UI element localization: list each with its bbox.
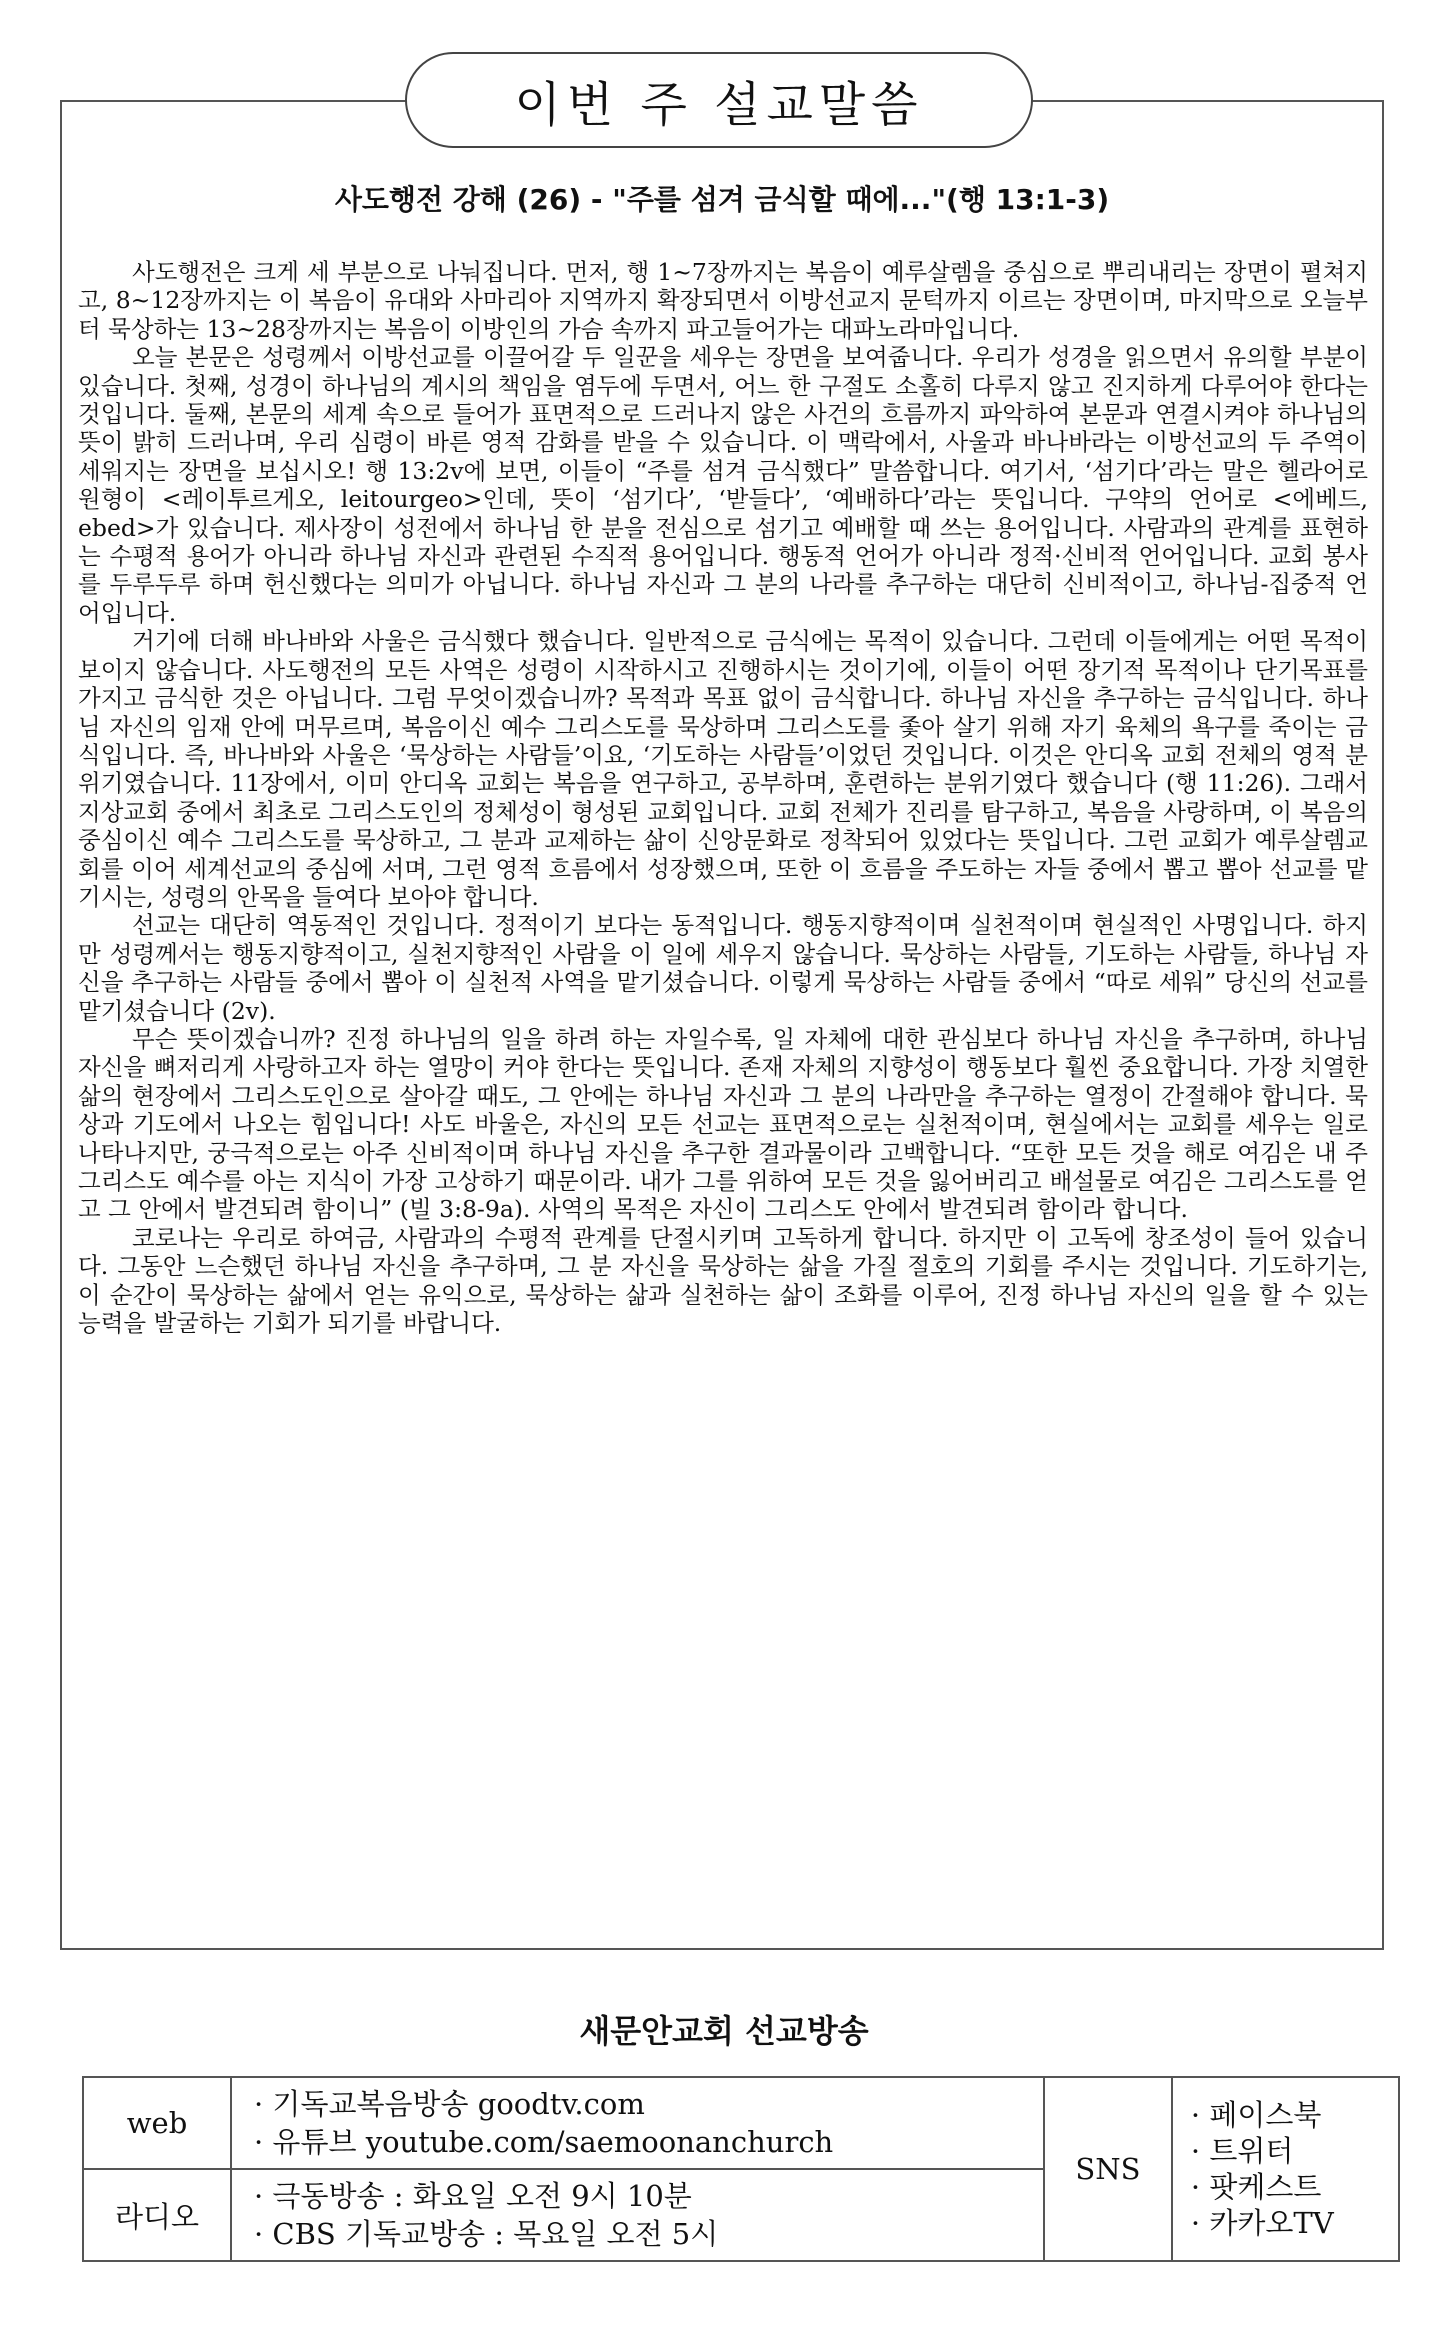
- sermon-body: [78, 258, 1368, 1337]
- sns-item-podcast: · 팟케스트: [1190, 2170, 1322, 2204]
- web-item-youtube: · 유튜브 youtube.com/saemoonanchurch: [254, 2125, 834, 2159]
- web-item-goodtv: · 기독교복음방송 goodtv.com: [254, 2087, 645, 2121]
- radio-item-febc: · 극동방송 : 화요일 오전 9시 10분: [254, 2179, 692, 2213]
- sermon-paragraph-2: 오늘 본문은 성령께서 이방선교를 이끌어갈 두 일꾼을 세우는 장면을 보여줍니다. 우리가 성경을 읽으면서 유의할 부분이 있습니다. 첫째, 성경이 하나님의 계시의 책임을 염두에 두면서, 어느 한 구절도 소홀히 다루지 않고 진지하게 다루어야 한다는 것입니다. 둘째, 본문의 세계 속으로 들어가 표면적으로 드러나지 않은 사건의 흐름까지 파악하여 본문과 연결시켜야 하나님의 뜻이 밝히 드러나며, 우리 심령이 바른 영적 감화를 받을 수 있습니다. 이 맥락에서, 사울과 바나바라는 이방선교의 두 주역이 세워지는 장면을 보십시오! 행 13:2v에 보면, 이들이 “주를 섬겨 금식했다” 말씀합니다. 여기서, ‘섬기다’라는 말은 헬라어로 원형이 <레이투르게오, leitourgeo>인데, 뜻이 ‘섬기다’, ‘받들다’, ‘예배하다’라는 뜻입니다. 구약의 언어로 <에베드, ebed>가 있습니다. 제사장이 성전에서 하나님 한 분을 전심으로 섬기고 예배할 때 쓰는 용어입니다. 사람과의 관계를 표현하는 수평적 용어가 아니라 하나님 자신과 관련된 수직적 용어입니다. 행동적 언어가 아니라 정적·신비적 언어입니다. 교회 봉사를 두루두루 하며 헌신했다는 의미가 아닙니다. 하나님 자신과 그 분의 나라를 추구하는 대단히 신비적이고, 하나님-집중적 언어입니다.: [78, 343, 1368, 627]
- sermon-title: 사도행전 강해 (26) - "주를 섬겨 금식할 때에..."(행 13:1-3): [334, 183, 1110, 216]
- radio-item-cbs: · CBS 기독교방송 : 목요일 오전 5시: [254, 2217, 719, 2251]
- section-header: [405, 52, 1033, 148]
- radio-items: [231, 2169, 1044, 2261]
- sns-item-twitter: · 트위터: [1190, 2134, 1294, 2168]
- sermon-paragraph-5: 무슨 뜻이겠습니까? 진정 하나님의 일을 하려 하는 자일수록, 일 자체에 대한 관심보다 하나님 자신을 추구하며, 하나님 자신을 뼈저리게 사랑하고자 하는 열망이 커야 한다는 뜻입니다. 존재 자체의 지향성이 행동보다 훨씬 중요합니다. 가장 치열한 삶의 현장에서 그리스도인으로 살아갈 때도, 그 안에는 하나님 자신과 그 분의 나라만을 추구하는 열정이 간절해야 합니다. 묵상과 기도에서 나오는 힘입니다! 사도 바울은, 자신의 모든 선교는 표면적으로는 실천적이며, 현실에서는 교회를 세우는 일로 나타나지만, 궁극적으로는 아주 신비적이며 하나님 자신을 추구한 결과물이라 고백합니다. “또한 모든 것을 해로 여김은 내 주 그리스도 예수를 아는 지식이 가장 고상하기 때문이라. 내가 그를 위하여 모든 것을 잃어버리고 배설물로 여김은 그리스도를 얻고 그 안에서 발견되려 함이니” (빌 3:8-9a). 사역의 목적은 자신이 그리스도 안에서 발견되려 함이라 합니다.: [78, 1024, 1368, 1224]
- radio-label: 라디오: [83, 2169, 231, 2261]
- section-header-title: 이번 주 설교말씀: [514, 76, 924, 133]
- sermon-paragraph-4: 선교는 대단히 역동적인 것입니다. 정적이기 보다는 동적입니다. 행동지향적이며 실천적이며 현실적인 사명입니다. 하지만 성령께서는 행동지향적이고, 실천지향적인 사람을 이 일에 세우지 않습니다. 묵상하는 사람들, 기도하는 사람들, 하나님 자신을 추구하는 사람들 중에서 뽑아 이 실천적 사역을 맡기셨습니다. 이렇게 묵상하는 사람들 중에서 “따로 세워” 당신의 선교를 맡기셨습니다 (2v).: [78, 911, 1368, 1025]
- sermon-paragraph-3: 거기에 더해 바나바와 사울은 금식했다 했습니다. 일반적으로 금식에는 목적이 있습니다. 그런데 이들에게는 어떤 목적이 보이지 않습니다. 사도행전의 모든 사역은 성령이 시작하시고 진행하시는 것이기에, 이들이 어떤 장기적 목적이나 단기목표를 가지고 금식한 것은 아닙니다. 그럼 무엇이겠습니까? 목적과 목표 없이 금식합니다. 하나님 자신을 추구하는 금식입니다. 하나님 자신의 임재 안에 머무르며, 복음이신 예수 그리스도를 묵상하며 그리스도를 좇아 살기 위해 자기 육체의 욕구를 죽이는 금식입니다. 즉, 바나바와 사울은 ‘묵상하는 사람들’이요, ‘기도하는 사람들’이었던 것입니다. 이것은 안디옥 교회 전체의 영적 분위기였습니다. 11장에서, 이미 안디옥 교회는 복음을 연구하고, 공부하며, 훈련하는 분위기였다 했습니다 (행 11:26). 그래서 지상교회 중에서 최초로 그리스도인의 정체성이 형성된 교회입니다. 교회 전체가 진리를 탐구하고, 복음을 사랑하며, 이 복음의 중심이신 예수 그리스도를 묵상하고, 그 분과 교제하는 삶이 신앙문화로 정착되어 있었다는 뜻입니다. 그런 교회가 예루살렘교회를 이어 세계선교의 중심에 서며, 그런 영적 흐름에서 성장했으며, 또한 이 흐름을 주도하는 자들 중에서 뽑고 뽑아 선교를 맡기시는, 성령의 안목을 들여다 보아야 합니다.: [78, 627, 1368, 911]
- sns-items: [1172, 2077, 1399, 2261]
- broadcast-table: [82, 2076, 1400, 2262]
- broadcast-title: 새문안교회 선교방송: [579, 2012, 869, 2050]
- web-label: web: [83, 2077, 231, 2169]
- sermon-paragraph-1: 사도행전은 크게 세 부분으로 나눠집니다. 먼저, 행 1~7장까지는 복음이 예루살렘을 중심으로 뿌리내리는 장면이 펼쳐지고, 8~12장까지는 이 복음이 유대와 사마리아 지역까지 확장되면서 이방선교지 문턱까지 이르는 장면이며, 마지막으로 오늘부터 묵상하는 13~28장까지는 복음이 이방인의 가슴 속까지 파고들어가는 대파노라마입니다.: [78, 258, 1368, 343]
- sermon-paragraph-6: 코로나는 우리로 하여금, 사람과의 수평적 관계를 단절시키며 고독하게 합니다. 하지만 이 고독에 창조성이 들어 있습니다. 그동안 느슨했던 하나님 자신을 추구하며, 그 분 자신을 묵상하는 삶을 가질 절호의 기회를 주시는 것입니다. 기도하기는, 이 순간이 묵상하는 삶에서 얻는 유익으로, 묵상하는 삶과 실천하는 삶이 조화를 이루어, 진정 하나님 자신의 일을 할 수 있는 능력을 발굴하는 기회가 되기를 바랍니다.: [78, 1223, 1368, 1338]
- sns-label: SNS: [1044, 2077, 1172, 2261]
- web-items: [231, 2077, 1044, 2169]
- sns-item-kakaotv: · 카카오TV: [1190, 2206, 1334, 2240]
- sns-item-facebook: · 페이스북: [1190, 2098, 1322, 2132]
- broadcast-row-web: [83, 2077, 1399, 2169]
